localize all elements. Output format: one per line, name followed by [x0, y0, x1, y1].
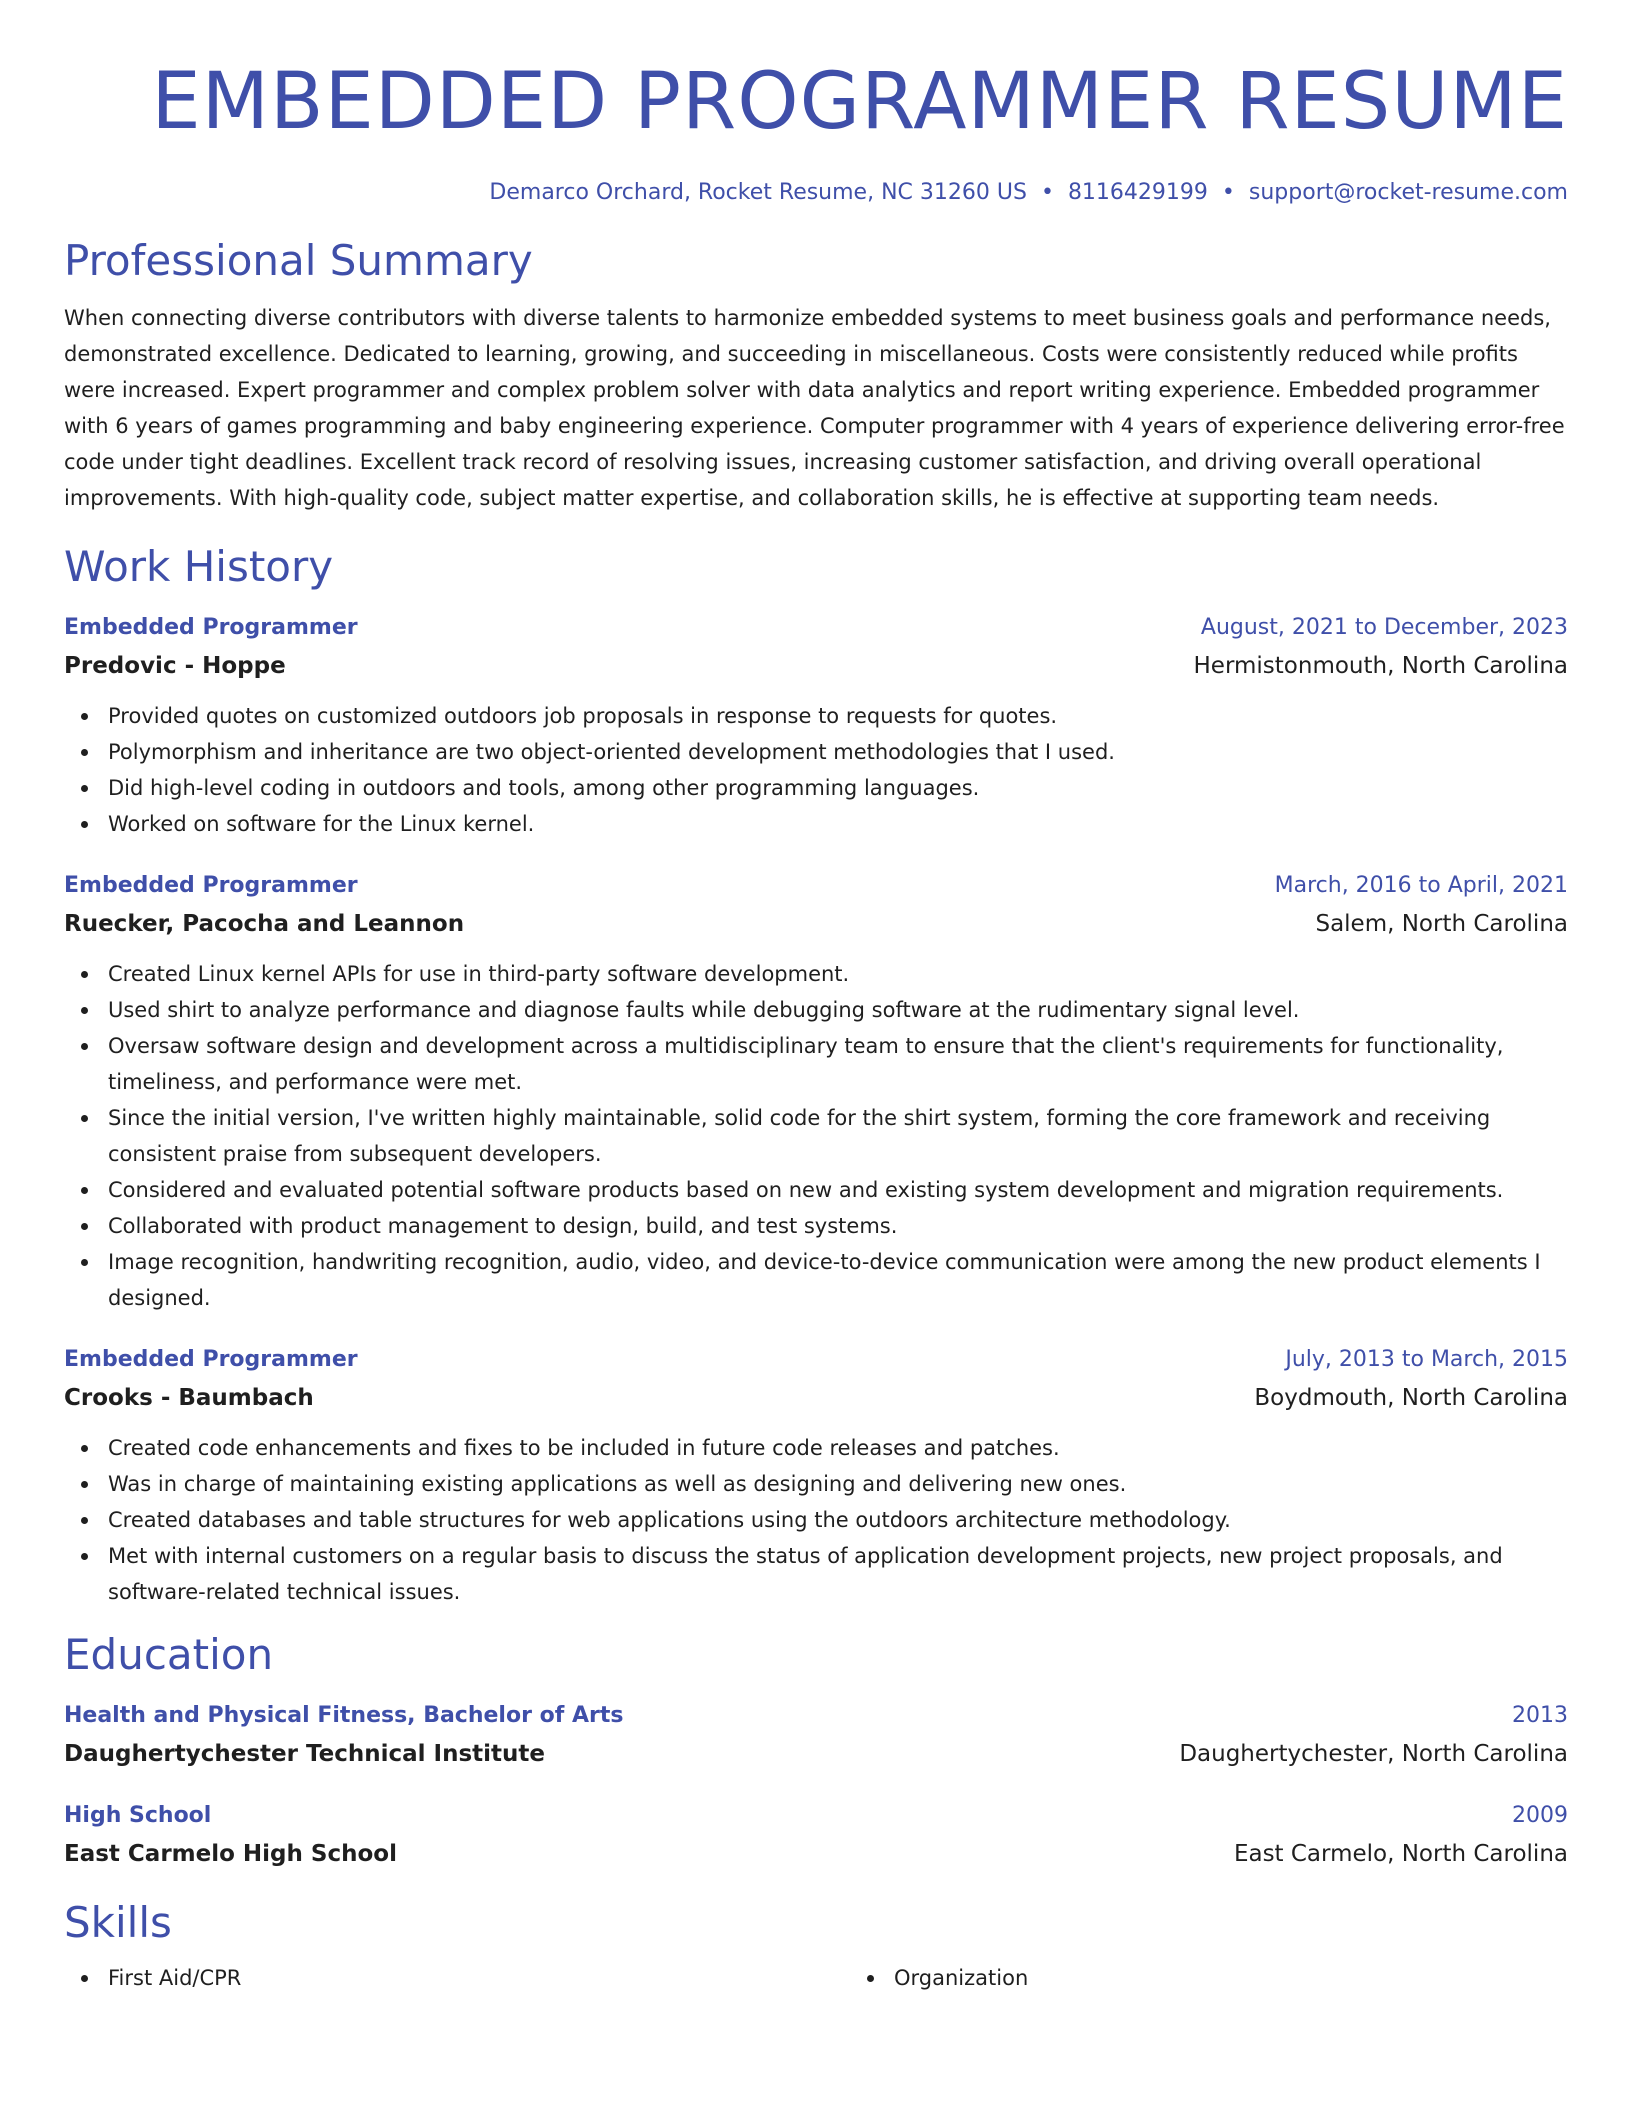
- skills-heading: Skills: [64, 1898, 172, 1947]
- job-bullet: Since the initial version, I've written highly maintainable, solid code for the shirt system, forming the core framework and receiving consistent praise from subsequent developers.: [108, 1100, 1568, 1172]
- job-bullet: Collaborated with product management to design, build, and test systems.: [108, 1208, 1568, 1244]
- education-heading: Education: [64, 1630, 274, 1679]
- job-bullet: Oversaw software design and development across a multidisciplinary team to ensure that the client's requirements for functionality, timeliness, and performance were met.: [108, 1028, 1568, 1100]
- job-company-row: [64, 1378, 1568, 1418]
- job-bullet-list: [64, 1430, 1568, 1610]
- job-company: Predovic - Hoppe: [64, 653, 286, 679]
- job-title-row: [64, 1342, 1568, 1378]
- education-year: 2013: [1512, 1703, 1568, 1728]
- contact-line: [64, 178, 1568, 208]
- job-title-row: [64, 868, 1568, 904]
- contact-separator: •: [1221, 180, 1235, 205]
- education-location: East Carmelo, North Carolina: [1233, 1841, 1568, 1867]
- education-entry: [64, 1798, 1568, 1874]
- job-bullet: Used shirt to analyze performance and diagnose faults while debugging software at the rudimentary signal level.: [108, 992, 1568, 1028]
- education-degree-row: [64, 1698, 1568, 1734]
- job-title-row: [64, 610, 1568, 646]
- job-bullet: Created databases and table structures for web applications using the outdoors architecture methodology.: [108, 1502, 1568, 1538]
- work-history-heading: Work History: [64, 542, 334, 591]
- skills-columns: [64, 1960, 1568, 1996]
- job-bullet: Considered and evaluated potential software products based on new and existing system development and migration requirements.: [108, 1172, 1568, 1208]
- education-school-row: [64, 1834, 1568, 1874]
- job-bullet: Image recognition, handwriting recognition, audio, video, and device-to-device communication were among the new product elements I designed.: [108, 1244, 1568, 1316]
- job-dates: August, 2021 to December, 2023: [1200, 615, 1568, 640]
- job-location: Hermistonmouth, North Carolina: [1193, 653, 1568, 679]
- skill-item: Organization: [894, 1960, 1632, 1996]
- job-bullet: Created Linux kernel APIs for use in third-party software development.: [108, 956, 1568, 992]
- contact-address: Demarco Orchard, Rocket Resume, NC 31260 US: [489, 180, 1027, 205]
- job-bullet: Met with internal customers on a regular basis to discuss the status of application development projects, new project proposals, and software-related technical issues.: [108, 1538, 1568, 1610]
- education-school: East Carmelo High School: [64, 1841, 397, 1867]
- job-bullet-list: [64, 698, 1568, 842]
- education-degree-row: [64, 1798, 1568, 1834]
- job-bullet: Provided quotes on customized outdoors job proposals in response to requests for quotes.: [108, 698, 1568, 734]
- contact-email: support@rocket-resume.com: [1248, 180, 1568, 205]
- education-school: Daughertychester Technical Institute: [64, 1741, 546, 1767]
- job-dates: July, 2013 to March, 2015: [1285, 1347, 1568, 1372]
- job-bullet-list: [64, 956, 1568, 1316]
- job-entry: [64, 868, 1568, 1316]
- job-entry: [64, 610, 1568, 842]
- job-bullet: Did high-level coding in outdoors and tools, among other programming languages.: [108, 770, 1568, 806]
- job-entry: [64, 1342, 1568, 1610]
- education-school-row: [64, 1734, 1568, 1774]
- job-bullet: Created code enhancements and fixes to be included in future code releases and patches.: [108, 1430, 1568, 1466]
- job-dates: March, 2016 to April, 2021: [1274, 873, 1568, 898]
- job-bullet: Polymorphism and inheritance are two object-oriented development methodologies that I used.: [108, 734, 1568, 770]
- job-location: Salem, North Carolina: [1315, 911, 1568, 937]
- resume-title: EMBEDDED PROGRAMMER RESUME: [151, 57, 1568, 147]
- education-year: 2009: [1512, 1803, 1568, 1828]
- education-degree: Health and Physical Fitness, Bachelor of Arts: [64, 1703, 624, 1728]
- resume-page: [64, 0, 1568, 1996]
- education-degree: High School: [64, 1803, 212, 1828]
- education-entry: [64, 1698, 1568, 1774]
- summary-text: When connecting diverse contributors with diverse talents to harmonize embedded systems to meet business goals and performance needs, demonstrated excellence. Dedicated to learning, growing, and succeeding in miscellaneous. Costs were consistently reduced while profits were increased. Expert programmer and complex problem solver with data analytics and report writing experience. Embedded programmer with 6 years of games programming and baby engineering experience. Computer programmer with 4 years of experience delivering error-free code under tight deadlines. Excellent track record of resolving issues, increasing customer satisfaction, and driving overall operational improvements. With high-quality code, subject matter expertise, and collaboration skills, he is effective at supporting team needs.: [64, 306, 1565, 510]
- job-role: Embedded Programmer: [64, 615, 358, 640]
- job-location: Boydmouth, North Carolina: [1254, 1385, 1568, 1411]
- job-company-row: [64, 904, 1568, 944]
- contact-separator: •: [1040, 180, 1054, 205]
- job-bullet: Was in charge of maintaining existing applications as well as designing and delivering new ones.: [108, 1466, 1568, 1502]
- job-company: Crooks - Baumbach: [64, 1385, 314, 1411]
- summary-heading: Professional Summary: [64, 236, 533, 285]
- job-role: Embedded Programmer: [64, 1347, 358, 1372]
- contact-phone: 8116429199: [1067, 180, 1208, 205]
- skills-list-right: [850, 1960, 1632, 1996]
- job-company: Ruecker, Pacocha and Leannon: [64, 911, 465, 937]
- job-role: Embedded Programmer: [64, 873, 358, 898]
- skills-list-left: [64, 1960, 850, 1996]
- education-location: Daughertychester, North Carolina: [1179, 1741, 1568, 1767]
- skill-item: First Aid/CPR: [108, 1960, 850, 1996]
- job-bullet: Worked on software for the Linux kernel.: [108, 806, 1568, 842]
- job-company-row: [64, 646, 1568, 686]
